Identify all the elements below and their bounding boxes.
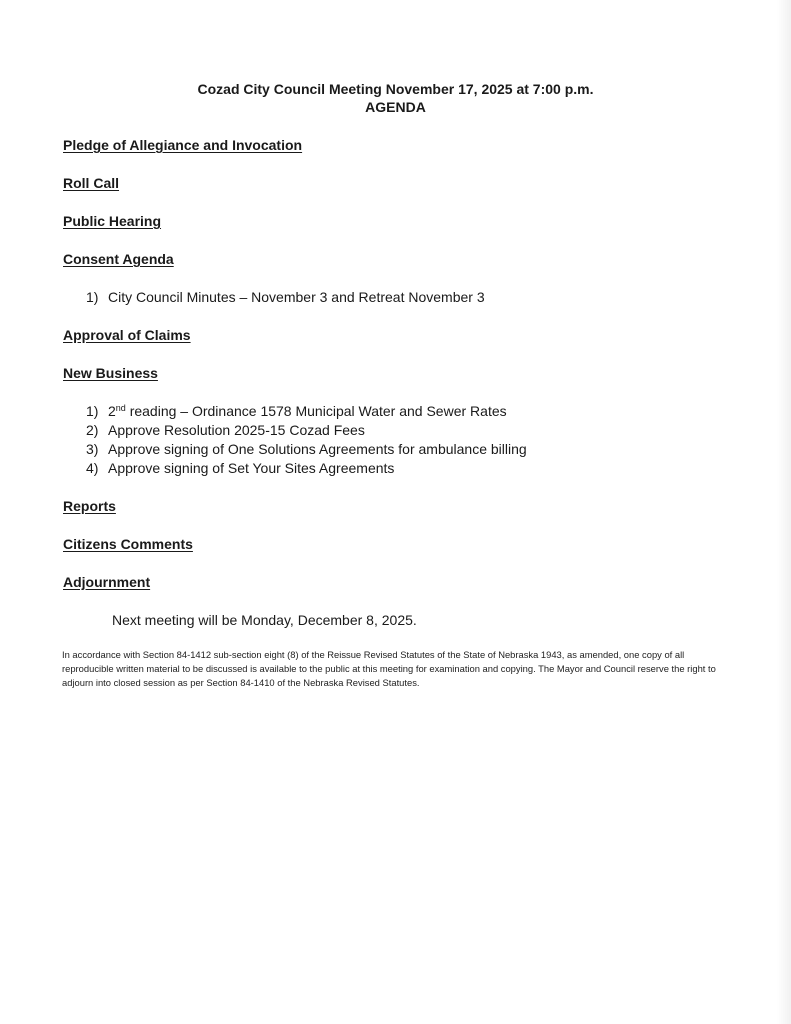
meeting-title: Cozad City Council Meeting November 17, 2025 at 7:00 p.m.: [197, 81, 594, 97]
section-roll-call: Roll Call: [63, 175, 120, 191]
item-ordinal-suffix: nd: [115, 403, 126, 413]
section-approval-of-claims: Approval of Claims: [63, 327, 191, 343]
section-reports: Reports: [63, 498, 116, 514]
list-item: [86, 288, 485, 306]
item-number: 1): [86, 403, 99, 419]
section-citizens-comments: Citizens Comments: [63, 536, 193, 552]
item-number: 3): [86, 441, 99, 457]
section-public-hearing: Public Hearing: [63, 213, 162, 229]
item-text: Approve signing of One Solutions Agreements for ambulance billing: [108, 441, 527, 457]
section-adjournment: Adjournment: [63, 574, 151, 590]
agenda-heading: AGENDA: [365, 99, 426, 115]
section-pledge: Pledge of Allegiance and Invocation: [63, 137, 303, 153]
item-number: 2): [86, 422, 99, 438]
item-number: 4): [86, 460, 99, 476]
page-edge-shade: [777, 0, 791, 1024]
item-ordinal: 2: [108, 403, 116, 419]
list-item: [86, 402, 507, 420]
next-meeting-note: Next meeting will be Monday, December 8, 2025.: [112, 612, 417, 628]
item-number: 1): [86, 289, 99, 305]
section-consent-agenda: Consent Agenda: [63, 251, 174, 267]
list-item: [86, 459, 394, 477]
item-text: Approve Resolution 2025-15 Cozad Fees: [108, 422, 365, 438]
item-text: reading – Ordinance 1578 Municipal Water and Sewer Rates: [125, 403, 507, 419]
item-text: City Council Minutes – November 3 and Retreat November 3: [108, 289, 485, 305]
statutory-notice: In accordance with Section 84-1412 sub-section eight (8) of the Reissue Revised Statutes of the State of Nebraska 1943, as amended, one copy of all reproducible written material to be discussed is available to the public at this meeting for examination and copying. The Mayor and Council reserve the right to adjourn into closed session as per Section 84-1410 of the Nebraska Revised Statutes.: [62, 649, 716, 688]
section-new-business: New Business: [63, 365, 158, 381]
item-text: Approve signing of Set Your Sites Agreements: [108, 460, 395, 476]
list-item: [86, 421, 365, 439]
list-item: [86, 440, 527, 458]
